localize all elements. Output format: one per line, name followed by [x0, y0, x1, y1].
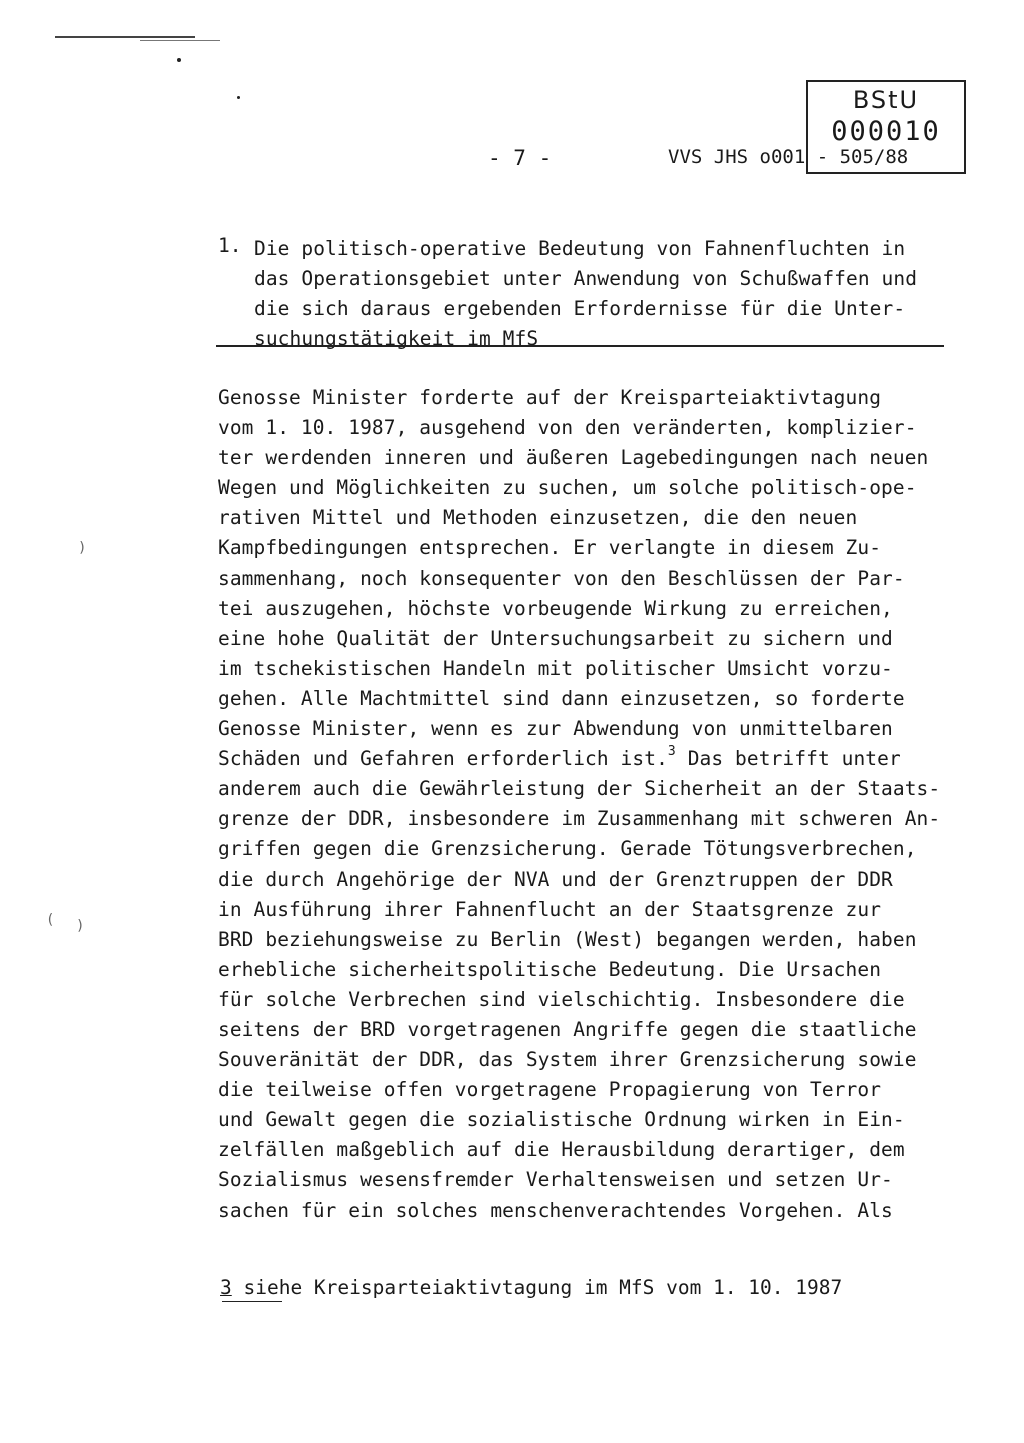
body-line: Genosse Minister, wenn es zur Abwendung von unmittelbaren	[218, 717, 893, 741]
body-line: vom 1. 10. 1987, ausgehend von den veränderten, komplizier-	[218, 416, 917, 440]
body-line: die teilweise offen vorgetragene Propagierung von Terror	[218, 1078, 882, 1102]
body-line: tei auszugehen, höchste vorbeugende Wirkung zu erreichen,	[218, 596, 893, 620]
margin-mark: )	[76, 918, 85, 934]
section-title	[254, 234, 954, 354]
scan-speck	[237, 96, 240, 99]
body-line: anderem auch die Gewährleistung der Sicherheit an der Staats-	[218, 777, 941, 801]
footnote-reference: 3	[667, 744, 676, 760]
stamp-org: BStU	[852, 86, 920, 114]
body-line-with-footnote	[218, 744, 978, 774]
body-line-tail: Das betrifft unter	[675, 747, 901, 771]
heading-underline	[216, 345, 944, 347]
body-line: ter werdenden inneren und äußeren Lagebedingungen nach neuen	[218, 446, 929, 470]
body-line: gehen. Alle Machtmittel sind dann einzusetzen, so forderte	[218, 686, 905, 710]
body-line: in Ausführung ihrer Fahnenflucht an der Staatsgrenze zur	[218, 897, 882, 921]
body-line: eine hohe Qualität der Untersuchungsarbeit zu sichern und	[218, 626, 893, 650]
margin-mark: (	[46, 912, 55, 928]
body-line: grenze der DDR, insbesondere im Zusammenhang mit schweren An-	[218, 807, 941, 831]
body-line: Wegen und Möglichkeiten zu suchen, um solche politisch-ope-	[218, 476, 917, 500]
section-title-line: das Operationsgebiet unter Anwendung von Schußwaffen und	[254, 267, 918, 290]
document-reference: VVS JHS o001 - 505/88	[668, 146, 909, 168]
body-line: Souveränität der DDR, das System ihrer Grenzsicherung sowie	[218, 1048, 917, 1072]
body-line: zelfällen maßgeblich auf die Herausbildung derartiger, dem	[218, 1138, 905, 1162]
section-title-line: die sich daraus ergebenden Erfordernisse für die Unter-	[254, 297, 906, 320]
body-paragraph	[218, 383, 978, 1226]
body-line: rativen Mittel und Methoden einzusetzen, die den neuen	[218, 506, 858, 530]
body-line: für solche Verbrechen sind vielschichtig. Insbesondere die	[218, 987, 905, 1011]
footnote-marker: 3	[220, 1276, 232, 1299]
top-rule-secondary	[140, 40, 220, 41]
body-line: sammenhang, noch konsequenter von den Beschlüssen der Par-	[218, 566, 905, 590]
body-line: sachen für ein solches menschenverachtendes Vorgehen. Als	[218, 1198, 893, 1222]
body-line: BRD beziehungsweise zu Berlin (West) begangen werden, haben	[218, 927, 917, 951]
section-number: 1.	[218, 234, 242, 257]
section-title-line: suchungstätigkeit im MfS	[254, 327, 539, 350]
stamp-number: 000010	[831, 116, 941, 147]
section-title-line: Die politisch-operative Bedeutung von Fahnenfluchten in	[254, 237, 906, 260]
page-number: - 7 -	[488, 146, 552, 170]
body-line: seitens der BRD vorgetragenen Angriffe gegen die staatliche	[218, 1017, 917, 1041]
body-line-text: Schäden und Gefahren erforderlich ist.	[218, 747, 668, 771]
margin-mark: )	[78, 540, 87, 556]
footnote-text: siehe Kreisparteiaktivtagung im MfS vom 1. 10. 1987	[231, 1276, 843, 1299]
body-line: Genosse Minister forderte auf der Kreisparteiaktivtagung	[218, 386, 882, 409]
body-line: und Gewalt gegen die sozialistische Ordnung wirken in Ein-	[218, 1108, 905, 1132]
body-line: griffen gegen die Grenzsicherung. Gerade Tötungsverbrechen,	[218, 837, 917, 861]
body-line: die durch Angehörige der NVA und der Grenztruppen der DDR	[218, 867, 893, 891]
body-line: im tschekistischen Handeln mit politischer Umsicht vorzu-	[218, 656, 893, 680]
body-line: Sozialismus wesensfremder Verhaltensweisen und setzen Ur-	[218, 1168, 893, 1192]
footnote	[220, 1276, 842, 1299]
scan-speck	[177, 58, 181, 62]
body-line: Kampfbedingungen entsprechen. Er verlangte in diesem Zu-	[218, 536, 882, 560]
body-line: erhebliche sicherheitspolitische Bedeutung. Die Ursachen	[218, 957, 882, 981]
top-rule	[55, 36, 195, 38]
footnote-underline	[222, 1301, 282, 1302]
